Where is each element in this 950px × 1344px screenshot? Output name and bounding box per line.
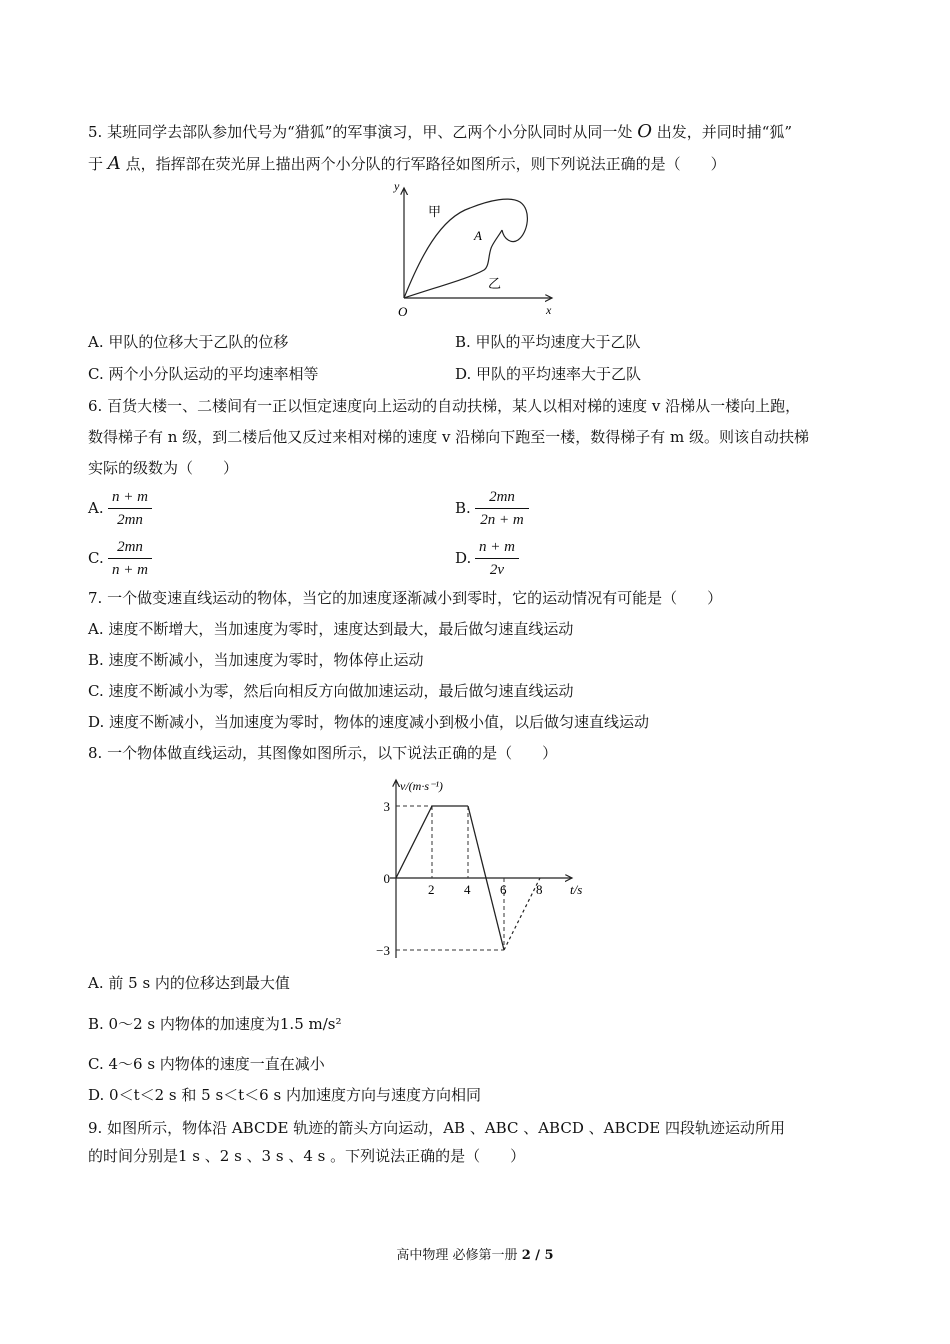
q6-c-denominator: n + m — [112, 562, 148, 578]
q5-line1 — [88, 122, 792, 142]
q6-c-bar — [108, 558, 152, 559]
q8-y-tick-label: −3 — [376, 943, 390, 958]
q8-x-tick-label: 6 — [500, 882, 507, 897]
q8-y-tick-label: 3 — [383, 799, 390, 814]
q8-x-axis-label: t/s — [570, 882, 583, 897]
q5-line2 — [88, 154, 726, 174]
q6-line3: 实际的级数为（ ） — [88, 459, 239, 477]
q6-b-denominator: 2n + m — [480, 512, 524, 528]
q8-option-b: B. 0～2 s 内物体的加速度为1.5 m/s² — [88, 1015, 342, 1033]
q5-figure — [380, 178, 570, 328]
q6-option-b-fraction — [475, 488, 529, 529]
q8-series-segment-dashed — [504, 878, 540, 950]
q6-a-denominator: 2mn — [117, 512, 143, 528]
q5-option-b: B. 甲队的平均速度大于乙队 — [455, 333, 641, 351]
q8-stem: 8. 一个物体做直线运动，其图像如图所示，以下说法正确的是（ ） — [88, 744, 558, 762]
q6-option-b-label: B. — [455, 499, 471, 517]
q7-option-c: C. 速度不断减小为零，然后向相反方向做加速运动，最后做匀速直线运动 — [88, 682, 574, 700]
q5-x-label: x — [546, 303, 552, 317]
footer-title: 高中物理 必修第一册 — [396, 1248, 522, 1263]
q6-d-numerator: n + m — [479, 539, 515, 555]
q8-y-axis-label: v/(m·s⁻¹) — [400, 779, 443, 793]
q6-option-d-fraction — [475, 538, 519, 579]
q6-option-c-fraction — [108, 538, 152, 579]
q5-option-d: D. 甲队的平均速率大于乙队 — [455, 365, 642, 383]
q6-d-denominator: 2v — [489, 562, 505, 578]
q6-a-bar — [108, 508, 152, 509]
q8-x-tick-label: 8 — [536, 882, 543, 897]
q8-option-c: C. 4～6 s 内物体的速度一直在减小 — [88, 1055, 325, 1073]
q5-line2-start: 于 — [88, 155, 104, 173]
q7-option-d: D. 速度不断减小，当加速度为零时，物体的速度减小到极小值，以后做匀速直线运动 — [88, 713, 650, 731]
q5-line1-text: 5. 某班同学去部队参加代号为“猎狐”的军事演习，甲、乙两个小分队同时从同一处 — [88, 123, 633, 141]
q9-line1: 9. 如图所示，物体沿 ABCDE 轨迹的箭头方向运动，AB 、ABC 、ABCD 、ABCDE 四段轨迹运动所用 — [88, 1119, 785, 1137]
q8-vt-chart — [350, 770, 600, 970]
q8-x-tick-label: 2 — [428, 882, 435, 897]
q6-line1: 6. 百货大楼一、二楼间有一正以恒定速度向上运动的自动扶梯，某人以相对梯的速度 v 沿梯从一楼向上跑， — [88, 397, 801, 415]
q6-option-c-label: C. — [88, 549, 104, 567]
q6-option-d-label: D. — [455, 549, 472, 567]
footer-page-number: 2 / 5 — [521, 1248, 554, 1263]
q6-option-a-fraction — [108, 488, 152, 529]
q6-d-bar — [475, 558, 519, 559]
q6-option-a-label: A. — [88, 499, 104, 517]
q9-line2: 的时间分别是1 s 、2 s 、3 s 、4 s 。下列说法正确的是（ ） — [88, 1147, 526, 1165]
q7-option-b: B. 速度不断减小，当加速度为零时，物体停止运动 — [88, 651, 424, 669]
q6-c-numerator: 2mn — [117, 539, 143, 555]
q5-jia-label: 甲 — [428, 204, 442, 219]
q5-y-label: y — [394, 179, 400, 193]
q5-yi-label: 乙 — [488, 276, 502, 291]
q5-origin-label: O — [398, 304, 408, 319]
q6-a-numerator: n + m — [112, 489, 148, 505]
q5-point-label: A — [474, 228, 482, 243]
q6-line2: 数得梯子有 n 级，到二楼后他又反过来相对梯的速度 v 沿梯向下跑至一楼，数得梯子有 m 级。则该自动扶梯 — [88, 428, 809, 446]
q5-o-label: O — [637, 121, 652, 142]
q8-option-d: D. 0＜t＜2 s 和 5 s＜t＜6 s 内加速度方向与速度方向相同 — [88, 1086, 481, 1104]
q6-b-bar — [475, 508, 529, 509]
q8-y-tick-label: 0 — [383, 871, 390, 886]
q7-stem: 7. 一个做变速直线运动的物体，当它的加速度逐渐减小到零时，它的运动情况有可能是（ ） — [88, 589, 723, 607]
q5-line1-end: 出发，并同时捕“狐” — [656, 123, 793, 141]
q5-option-c: C. 两个小分队运动的平均速率相等 — [88, 365, 319, 383]
q8-x-tick-label: 4 — [464, 882, 471, 897]
q5-path-jia — [404, 199, 527, 298]
q5-line2-end: 点，指挥部在荧光屏上描出两个小分队的行军路径如图所示，则下列说法正确的是（ ） — [125, 155, 726, 173]
q8-series-segment — [396, 806, 432, 878]
q5-a-label: A — [107, 153, 121, 174]
page-footer — [0, 1244, 950, 1263]
q5-option-a: A. 甲队的位移大于乙队的位移 — [88, 333, 289, 351]
q8-option-a: A. 前 5 s 内的位移达到最大值 — [88, 974, 290, 992]
q6-b-numerator: 2mn — [489, 489, 515, 505]
q7-option-a: A. 速度不断增大，当加速度为零时，速度达到最大，最后做匀速直线运动 — [88, 620, 574, 638]
